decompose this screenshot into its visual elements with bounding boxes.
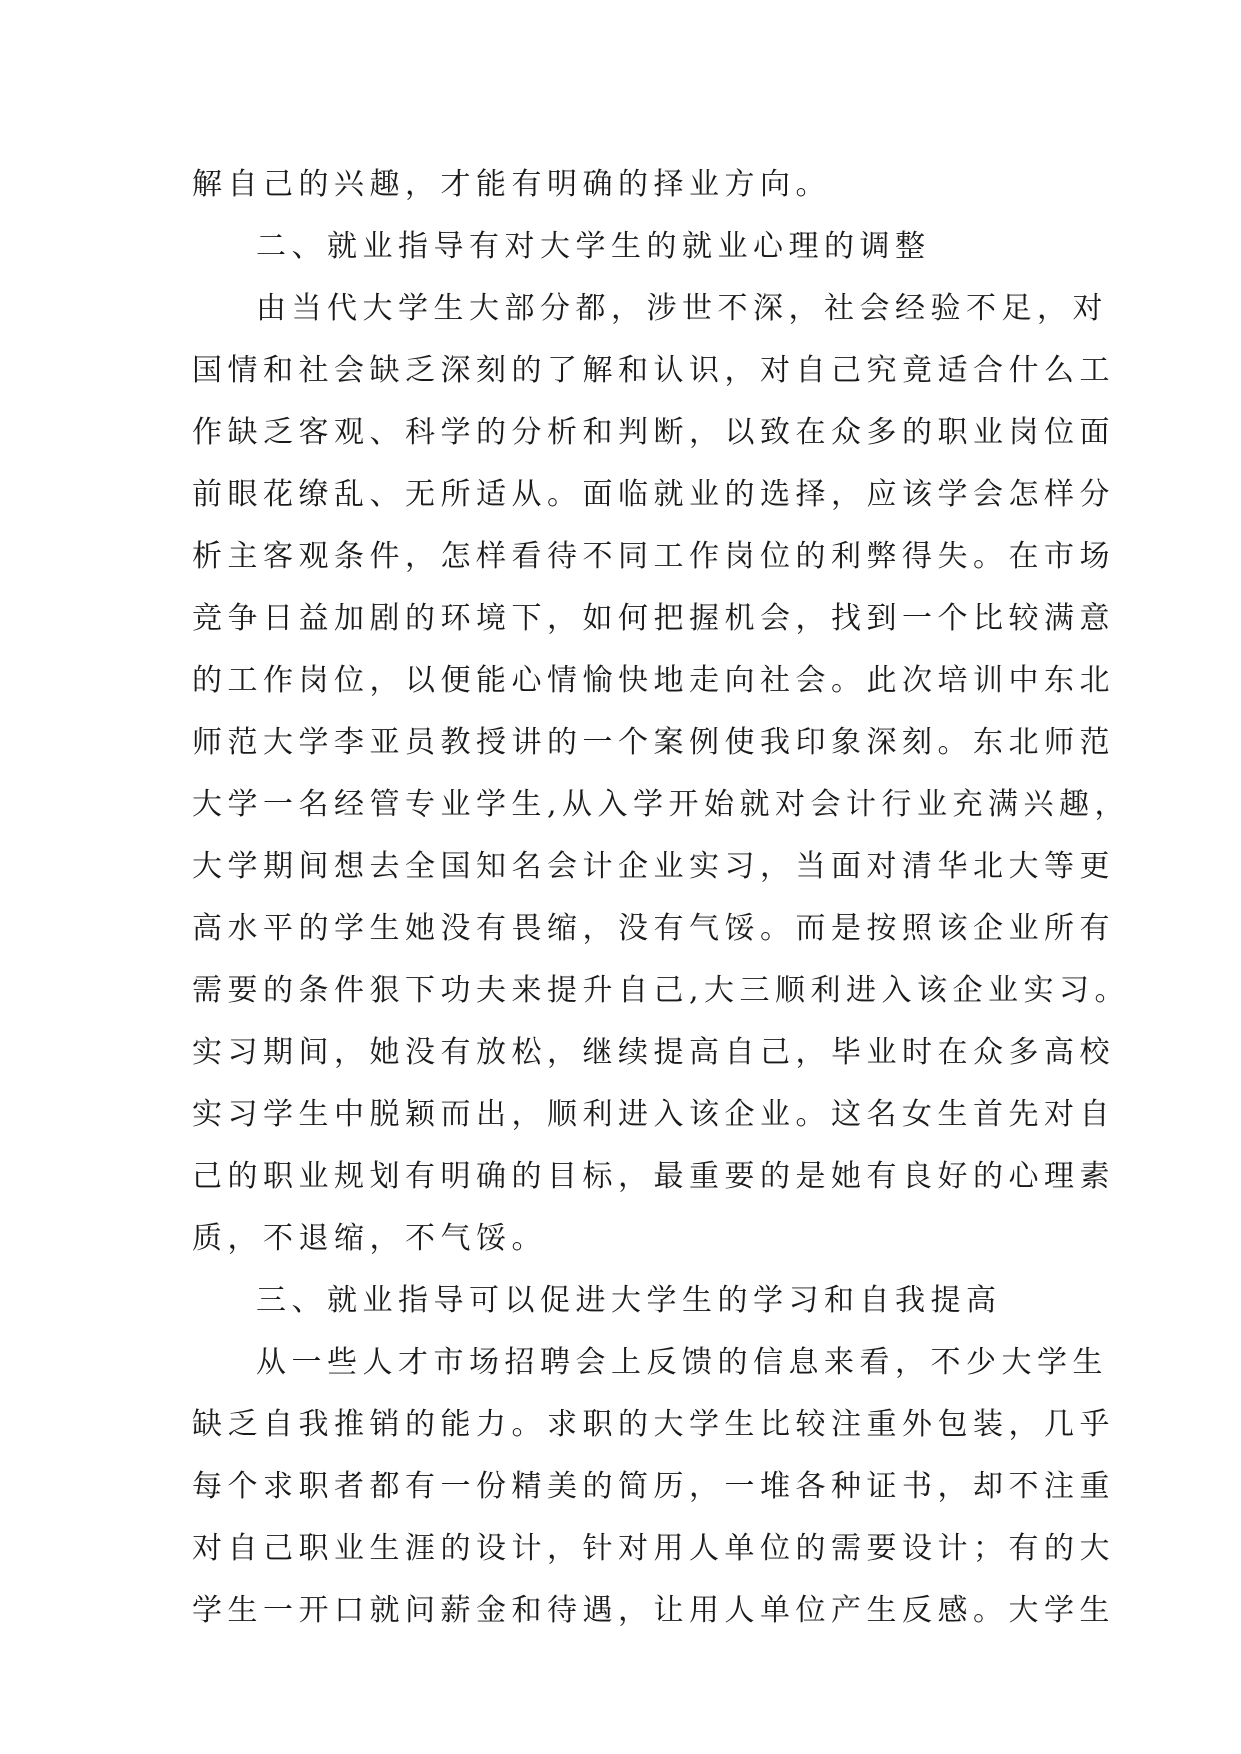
text-line: 缺乏自我推销的能力。求职的大学生比较注重外包装，几乎: [192, 1407, 1115, 1442]
text-line: 作缺乏客观、科学的分析和判断，以致在众多的职业岗位面: [192, 415, 1115, 450]
text-line: 师范大学李亚员教授讲的一个案例使我印象深刻。东北师范: [192, 725, 1115, 760]
text-line: 的工作岗位，以便能心情愉快地走向社会。此次培训中东北: [192, 663, 1115, 698]
text-line: 析主客观条件，怎样看待不同工作岗位的利弊得失。在市场: [192, 539, 1115, 574]
text-line: 实习学生中脱颖而出，顺利进入该企业。这名女生首先对自: [192, 1097, 1115, 1132]
text-line: 解自己的兴趣，才能有明确的择业方向。: [192, 167, 831, 202]
text-line: 对自己职业生涯的设计，针对用人单位的需要设计；有的大: [192, 1531, 1115, 1566]
text-line: 需要的条件狠下功夫来提升自己,大三顺利进入该企业实习。: [192, 973, 1131, 1008]
text-line: 竞争日益加剧的环境下，如何把握机会，找到一个比较满意: [192, 601, 1115, 636]
text-line: 由当代大学生大部分都，涉世不深，社会经验不足，对: [256, 291, 1108, 326]
text-line: 从一些人才市场招聘会上反馈的信息来看，不少大学生: [256, 1345, 1108, 1380]
document-page: [192, 154, 1131, 1642]
text-line: 高水平的学生她没有畏缩，没有气馁。而是按照该企业所有: [192, 911, 1115, 946]
section-heading-3: 三、就业指导可以促进大学生的学习和自我提高: [256, 1283, 1002, 1318]
text-line: 前眼花缭乱、无所适从。面临就业的选择，应该学会怎样分: [192, 477, 1115, 512]
text-line: 己的职业规划有明确的目标，最重要的是她有良好的心理素: [192, 1159, 1115, 1194]
text-line: 质，不退缩，不气馁。: [192, 1221, 547, 1256]
text-line: 每个求职者都有一份精美的简历，一堆各种证书，却不注重: [192, 1469, 1115, 1504]
text-line: 大学期间想去全国知名会计企业实习，当面对清华北大等更: [192, 849, 1115, 884]
text-line: 大学一名经管专业学生,从入学开始就对会计行业充满兴趣，: [192, 787, 1131, 822]
text-line: 实习期间，她没有放松，继续提高自己，毕业时在众多高校: [192, 1035, 1115, 1070]
text-line: 学生一开口就问薪金和待遇，让用人单位产生反感。大学生: [192, 1593, 1115, 1628]
section-heading-2: 二、就业指导有对大学生的就业心理的调整: [256, 229, 931, 264]
text-line: 国情和社会缺乏深刻的了解和认识，对自己究竟适合什么工: [192, 353, 1115, 388]
